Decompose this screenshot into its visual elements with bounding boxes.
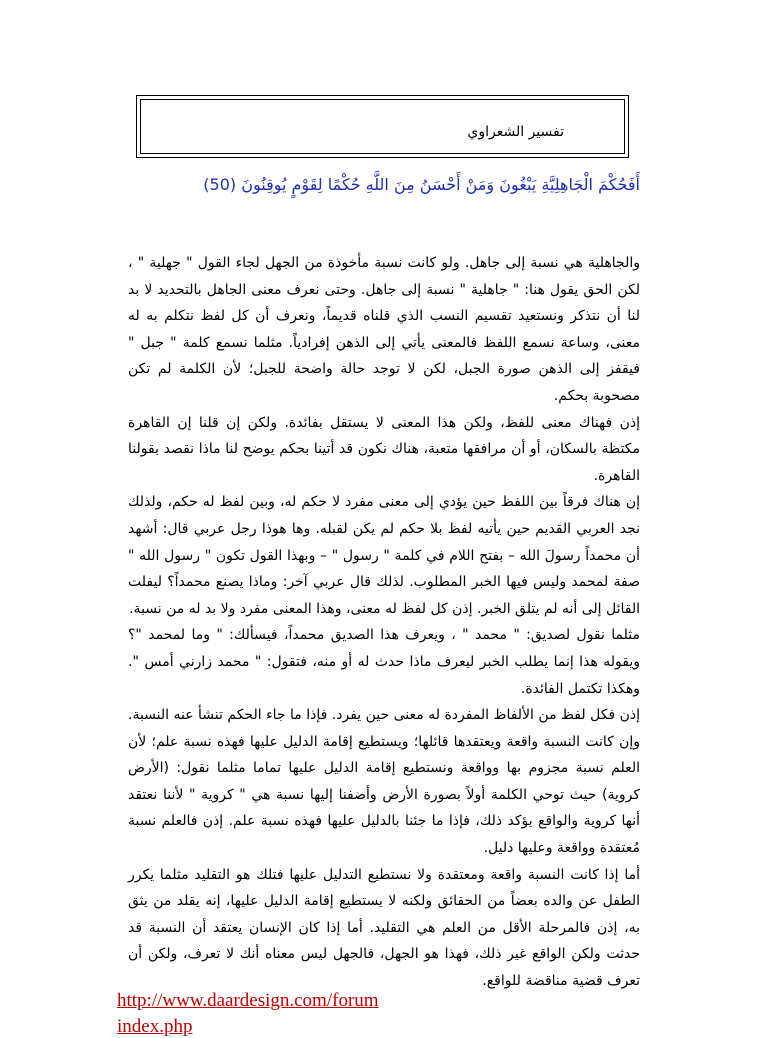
header-box	[136, 95, 629, 158]
paragraph: إذن فكل لفظ من الألفاظ المفردة له معنى حين يفرد. فإذا ما جاء الحكم تنشأ عنه النسبة. وإن كانت النسبة واقعة ويعتقدها قائلها؛ ويستطيع إقامة الدليل عليها فهذه نسبة علم؛ لأن العلم نسبة مجزوم بها وواقعة ونستطيع إقامة الدليل عليها تماما مثلما نقول: (الأرض كروية) حيث توحي الكلمة أولاً بصورة الأرض وأضفنا إليها نسبة هي " كروية " لأننا نعتقد أنها كروية والواقع يؤكد ذلك، فإذا ما جئنا بالدليل عليها فهذه نسبة علم. إذن فالعلم نسبة مُعتقدة وواقعة وعليها دليل.	[128, 707, 640, 857]
forum-link[interactable]: http://www.daardesign.com/forum	[117, 990, 379, 1011]
page-title: تفسير الشعراوي	[467, 124, 564, 140]
forum-link-continued[interactable]: index.php	[117, 1016, 193, 1037]
paragraph: إن هناك فرقاً بين اللفظ حين يؤدي إلى معنى مفرد لا حكم له، وبين لفظ له حكم، ولذلك نجد العربي القديم حين يأتيه لفظ بلا حكم لم يكن لقبله. وها هوذا رجل عربي قال: أشهد أن محمداً رسولَ الله – بفتح اللام في كلمة " رسول " – وبهذا القول تكون " رسول الله " صفة لمحمد وليس فيها الخبر المطلوب. لذلك قال عربي آخر: وماذا يصنع محمداً؟ ليفلت القائل إلى أنه لم يتلق الخبر. إذن كل لفظ له معنى، وهذا المعنى مفرد ولا بد له من نسبة.	[128, 494, 640, 617]
paragraph: إذن فهناك معنى للفظ، ولكن هذا المعنى لا يستقل بفائدة. ولكن إن قلنا إن القاهرة مكتظة بالسكان، أو أن مرافقها متعبة، هناك نكون قد أتينا بحكم يوضح لنا ماذا نقصد بقولنا القاهرة.	[128, 414, 640, 484]
paragraph: مثلما نقول لصديق: " محمد " ، ويعرف هذا الصديق محمداً، فيسألك: " وما لمحمد "؟ ويقوله هذا إنما يطلب الخبر ليعرف ماذا حدث له أو منه، فتقول: " محمد زارني أمس ". وهكذا تكتمل الفائدة.	[128, 627, 640, 697]
paragraph: والجاهلية هي نسبة إلى جاهل. ولو كانت نسبة مأخوذة من الجهل لجاء القول " جهلية " ، لكن الحق يقول هنا: " جاهلية " نسبة إلى جاهل. وحتى نعرف معنى الجاهل بالتحديد لا بد لنا أن نتذكر ونستعيد تقسيم النسب الذي قلناه قديماً، ونعرف أن كل لفظ نتكلم به له معنى، وساعة نسمع اللفظ فالمعنى يأتي إلى الذهن إفرادياً. مثلما نسمع كلمة " جبل " فيقفز إلى الذهن صورة الجبل، لكن لا توجد حالة واضحة للجبل؛ لأن الكلمة لم تكن مصحوبة بحكم.	[128, 255, 640, 404]
body-text	[128, 250, 640, 995]
header-inner-frame	[140, 99, 625, 154]
paragraph: أما إذا كانت النسبة واقعة ومعتقدة ولا نستطيع التدليل عليها فتلك هو التقليد مثلما يكرر الطفل عن والده بعضاً من الحقائق ولكنه لا يستطيع إقامة الدليل عليها، إنه يقلد من يثق به، إذن فالمرحلة الأقل من العلم هي التقليد. أما إذا كان الإنسان يعتقد أن النسبة قد حدثت ولكن الواقع غير ذلك، فهذا هو الجهل، فالجهل ليس معناه أنك لا تعرف، ولكن أن تعرف قضية مناقضة للواقع.	[128, 866, 640, 990]
quran-verse: أَفَحُكْمَ الْجَاهِلِيَّةِ يَبْغُونَ وَمَنْ أَحْسَنُ مِنَ اللَّهِ حُكْمًا لِقَوْمٍ يُوقِنُونَ (50)	[203, 175, 640, 194]
